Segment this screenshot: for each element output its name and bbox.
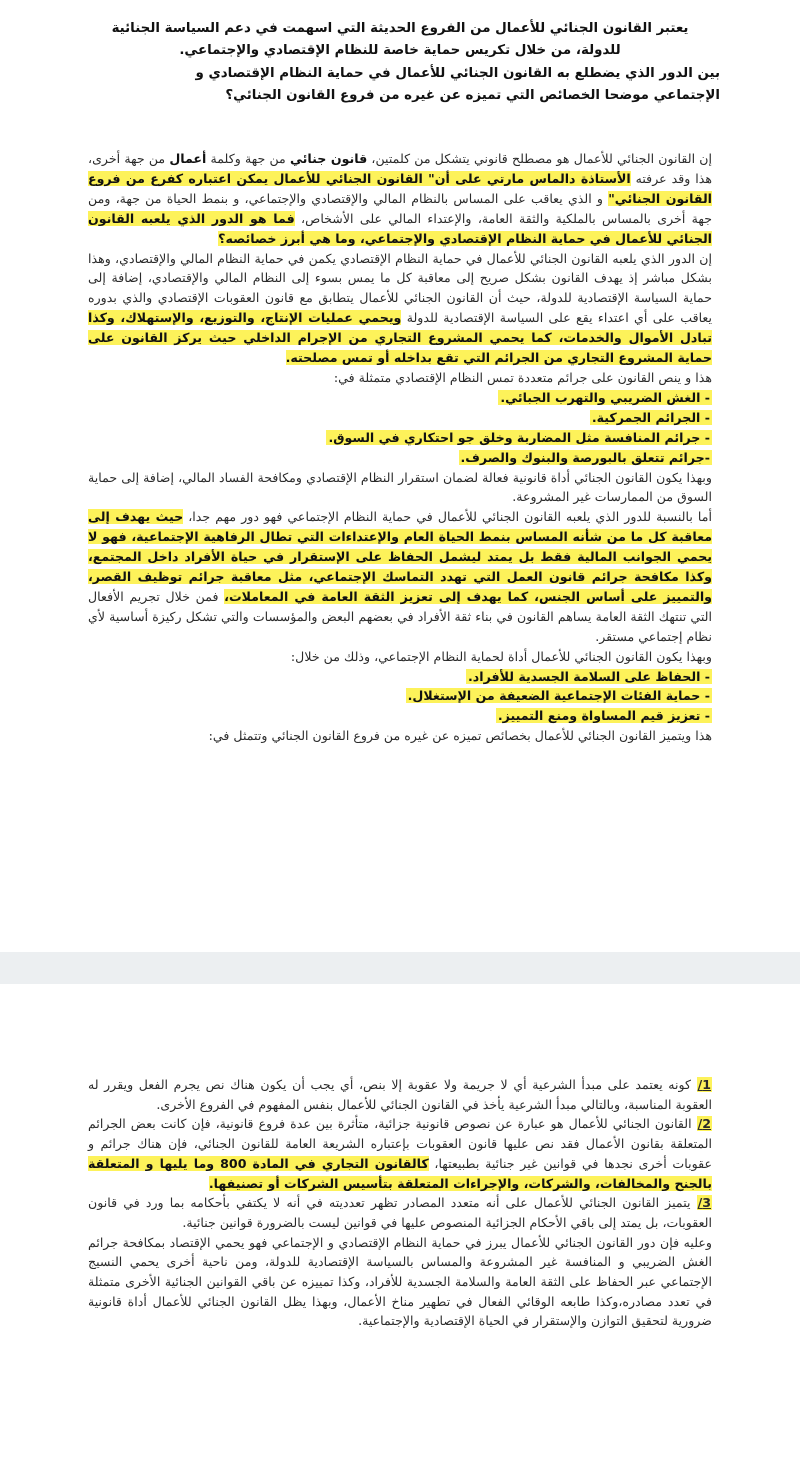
highlighted-text: - حماية الفئات الإجتماعية الضعيفة من الإستغلال. [407, 688, 710, 704]
list-item [88, 388, 712, 408]
highlighted-text: فما هو الدور الذي يلعبه القانون الجنائي للأعمال في حماية النظام الإقتصادي والإجتماعي، وما هي أبرز خصائصه؟ [88, 210, 712, 246]
text-run: أما بالنسبة للدور الذي يلعبه القانون الجنائي للأعمال في حماية النظام الإجتماعي فهو دور مهم جدا، [183, 509, 712, 525]
page-separator [0, 952, 800, 984]
document-page-2 [0, 984, 800, 1464]
header-line: للدولة، من خلال تكريس حماية خاصة للنظام الإقتصادي والإجتماعي. [179, 43, 621, 59]
highlighted-text: - الحفاظ على السلامة الجسدية للأفراد. [468, 668, 710, 684]
text-run: القانون الجنائي للأعمال هو عبارة عن نصوص قانونية جزائية، متأثرة بين عدة فروع قانونية، فإن كانت بعض الجرائم المتعلقة بقانون الأعمال فقد نص عليها قانون العقوبات بإعتباره الشريعة العامة للقانون الجنائي، فإن هناك جرائم و عقوبات أخرى نجدها في قوانين غير جنائية بطبيعتها، [88, 1116, 713, 1171]
header-line: بين الدور الذي يضطلع به القانون الجنائي للأعمال في حماية النظام الإقتصادي و [195, 65, 720, 81]
feature-number: 2/ [697, 1116, 711, 1132]
feature-number: 1/ [697, 1077, 711, 1092]
page-1-body [88, 149, 712, 746]
list-item [88, 428, 712, 448]
bold-term: أعمال [169, 151, 207, 166]
list-item [88, 448, 712, 468]
economic-paragraph [88, 249, 712, 368]
list-item [88, 667, 712, 687]
header-line: الإجتماعي موضحا الخصائص التي تميزه عن غيره من فروع القانون الجنائي؟ [225, 87, 720, 103]
text-run: إن القانون الجنائي للأعمال هو مصطلح قانوني يتشكل من كلمتين، [367, 151, 713, 166]
highlighted-text: كالقانون التجاري في المادة 800 وما يليها و المتعلقة بالجنح والمخالفات، والشركات، والإجراءات المتعلقة بتأسيس الشركات أو تصنيفها. [88, 1155, 712, 1191]
text-run: من جهة أخرى، هذا وقد عرفته [88, 151, 713, 186]
feature-3 [88, 1193, 712, 1232]
features-intro: هذا ويتميز القانون الجنائي للأعمال بخصائص تميزه عن غيره من فروع القانون الجنائي وتتمثل في: [208, 728, 712, 744]
text-run: فمن خلال تجريم الأفعال التي تنتهك الثقة العامة يساهم القانون في بناء ثقة الأفراد في بعضهم البعض والمؤسسات والتي تشكل ركيزة أساسية لأي نظام إجتماعي مستقر. [88, 588, 712, 644]
social-intro: وبهذا يكون القانون الجنائي للأعمال أداة لحماية النظام الإجتماعي، وذلك من خلال: [290, 648, 712, 664]
page-2-body [88, 1075, 712, 1331]
highlighted-text: حيث يهدف إلى معاقبة كل ما من شأنه المساس بنمط الحياة العام والإعتداءات التي تطال الرفاهية الإجتماعية، فهو لا يحمي الجوانب المالية فقط بل يمتد ليشمل الحفاظ على الإستقرار في حياة الأفراد داخل المجتمع، وكذا مكافحة جرائم قانون العمل التي تهدد التماسك الإجتماعي، مثل معاقبة جرائم توظيف القصر، والتمييز على أساس الجنس، كما يهدف إلى تعزيز الثقة العامة في المعاملات، [88, 509, 712, 604]
list-item [88, 706, 712, 726]
highlighted-text: - الغش الضريبي والتهرب الجبائي. [500, 389, 710, 405]
text-run: من جهة وكلمة [206, 151, 290, 166]
economic-conclusion: وبهذا يكون القانون الجنائي أداة قانونية فعالة لضمان استقرار النظام الإقتصادي ومكافحة الفساد المالي، إضافة إلى حماية السوق من الممارسات غير المشروعة. [88, 469, 712, 505]
text-run: يتميز القانون الجنائي للأعمال على أنه متعدد المصادر تظهر تعدديته في أنه لا يكتفي بأحكامه بما ورد في قانون العقوبات، بل يمتد إلى باقي الأحكام الجزائية المنصوص عليها في قوانين ليست بالضرورة قوانين جنائية. [88, 1195, 712, 1230]
highlighted-text: -جرائم تتعلق بالبورصة والبنوك والصرف. [460, 449, 710, 465]
highlighted-text: - الجرائم الجمركية. [591, 409, 710, 425]
highlighted-text: - جرائم المنافسة مثل المضاربة وخلق جو احتكاري في السوق. [328, 429, 710, 445]
header-line: يعتبر القانون الجنائي للأعمال من الفروع الحديثة التي اسهمت في دعم السياسة الجنائية [111, 21, 689, 36]
list-item [88, 408, 712, 428]
highlighted-text: - تعزيز قيم المساواة ومنع التمييز. [497, 708, 710, 724]
feature-1 [88, 1075, 712, 1114]
feature-2 [88, 1114, 712, 1193]
list-item [88, 686, 712, 706]
bold-term: قانون جنائي [289, 151, 368, 166]
highlighted-text: الأستاذة دالماس مارتي على أن" القانون الجنائي للأعمال يمكن اعتباره كفرع من فروع القانون الجنائي" [88, 170, 712, 206]
social-paragraph [88, 507, 712, 646]
crimes-intro: هذا و ينص القانون على جرائم متعددة تمس النظام الإقتصادي متمثلة في: [333, 369, 712, 385]
text-run: و الذي يعاقب على المساس بالنظام المالي والإقتصادي والإجتماعي، و بنمط الحياة من جهة، ومن جهة أخرى بالمساس بالملكية والثقة العامة، والإعتداء المالي على الأشخاص، [88, 190, 712, 226]
feature-number: 3/ [697, 1195, 711, 1211]
conclusion-paragraph: وعليه فإن دور القانون الجنائي للأعمال يبرز في حماية النظام الإقتصادي و الإجتماعي فهو يحمي الإقتصاد بمكافحة جرائم الغش الضريبي و المنافسة غير المشروعة والمساس بالسياسة الإقتصادية للدولة، ومن ناحية أخرى يحمي النسيج الإجتماعي عبر الحفاظ على الثقة العامة والسلامة الجسدية للأفراد، وكذا تمييزه عن باقي القوانين الجنائية الأخرى متمثلة في تعدد مصادره،وكذا طابعه الوقائي الفعال في تطهير مناخ الأعمال، وبهذا يظل القانون الجنائي للأعمال أداة قانونية ضرورية لتحقيق التوازن والإستقرار في الحياة الإقتصادية والإجتماعية. [88, 1234, 712, 1329]
question-header [80, 18, 720, 107]
text-run: كونه يعتمد على مبدأ الشرعية أي لا جريمة ولا عقوبة إلا بنص، أي يجب أن يكون هناك نص يجرم الفعل ويقرر له العقوبة المناسبة، وبالتالي مبدأ الشرعية يأخذ في القانون الجنائي للأعمال بنفس المفهوم في الفروع الأخرى. [88, 1077, 712, 1112]
intro-paragraph [88, 149, 712, 249]
highlighted-text: ويحمي عمليات الإنتاج، والتوزيع، والإستهلاك، وكذا تبادل الأموال والخدمات، كما يحمي المشروع التجاري من الإجرام الداخلي حيث يركز القانون على حماية المشروع التجاري من الجرائم التي تقع بداخله أو تمس مصلحته. [88, 310, 712, 366]
text-run: إن الدور الذي يلعبه القانون الجنائي للأعمال في حماية النظام الإقتصادي يكمن في حماية النظام المالي والإقتصادي، وهذا بشكل مباشر إذ يهدف القانون بشكل صريح إلى معاقبة كل ما يمس بسوء إلى النظام المالي والإقتصادي، إضافة إلى حماية السياسة الإقتصادية للدولة، حيث أن القانون الجنائي للأعمال يتطابق مع قانون العقوبات الإقتصادي والذي بدوره يعاقب على أي اعتداء يقع على السياسة الإقتصادية للدولة [88, 250, 713, 326]
